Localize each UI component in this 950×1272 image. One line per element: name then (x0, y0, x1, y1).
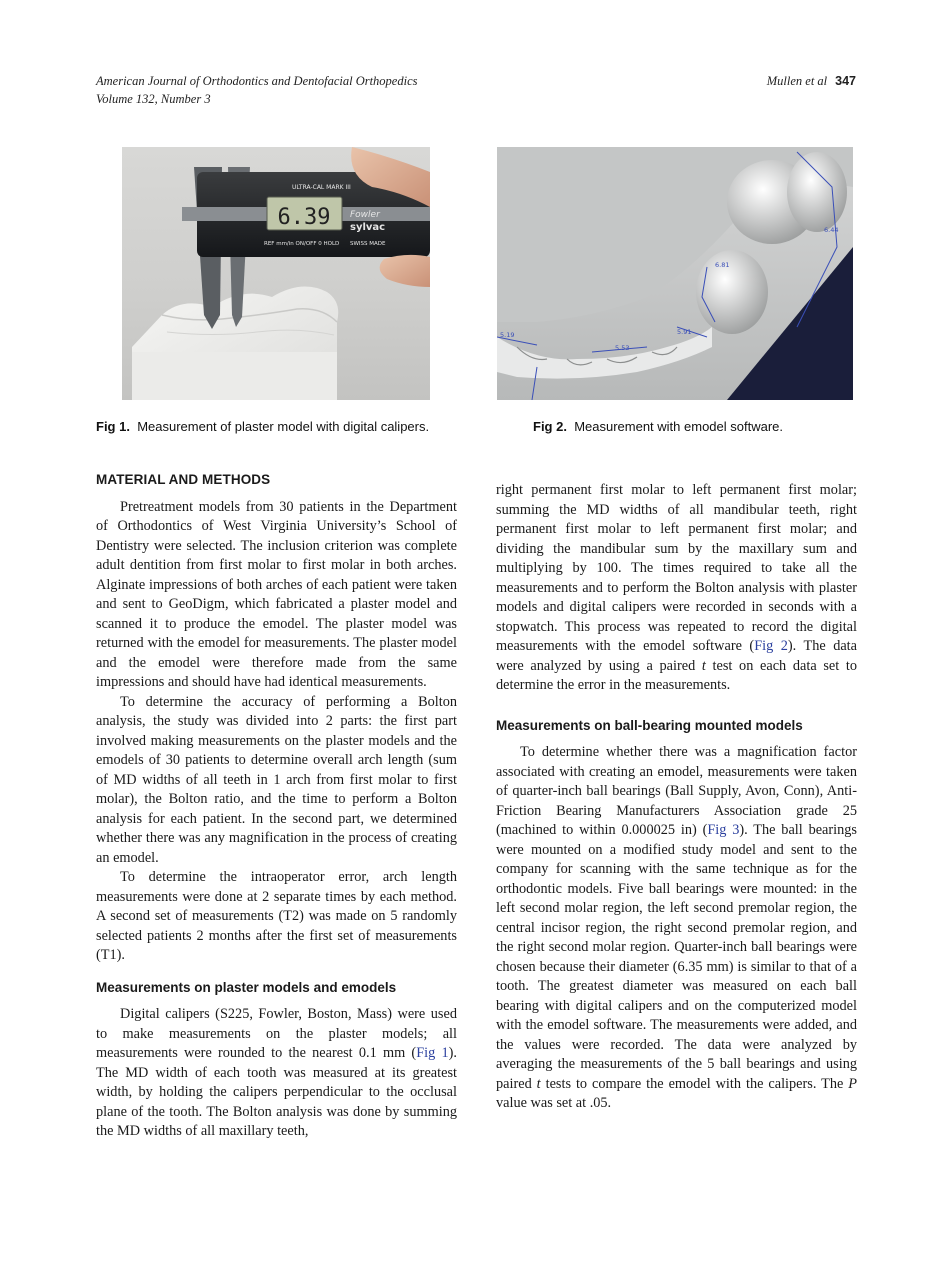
measure-label-4: 5.53 (615, 344, 630, 352)
figure-2-caption-text: Measurement with emodel software. (574, 419, 783, 434)
paragraph-ball-bearing-part-b: ). The ball bearings were mounted on a modified study model and sent to the company for scanning with the same technique as for the orthodontic models. Five ball bearings were mounted: in the left second molar region, the left second premolar region, the central incisor region, the right second premolar region, and the right second molar region. Quarter-inch ball bearings were chosen because their diameter (6.35 mm) is similar to that of a tooth. The greatest diameter was measured on each ball bearing with digital calipers and on the computerized model with the emodel software. The measurements were added, and the values were recorded. The data were analyzed by averaging the measurements of the 5 ball bearings and using paired (496, 822, 857, 1092)
figure-1-image (122, 147, 430, 400)
paragraph-4-part-b: ). The MD width of each tooth was measured at its greatest width, by holding the calipers perpendicular to the occlusal plane of the tooth. The Bolton analysis was done by summing the MD widths of all maxillary teeth, (96, 1045, 457, 1139)
left-column (96, 470, 457, 1142)
paragraph-ball-bearing-part-c: tests to compare the emodel with the calipers. The (540, 1075, 849, 1092)
fig-1-link[interactable]: Fig 1 (416, 1045, 449, 1061)
figure-2-image (497, 147, 853, 400)
figure-2-caption (533, 419, 783, 434)
figure-1-label: Fig 1. (96, 419, 130, 434)
paragraph-4-part-a: Digital calipers (S225, Fowler, Boston, Mass) were used to make measurements on the plaster models; all measurements were rounded to the nearest 0.1 mm ( (96, 1006, 457, 1061)
finger-shape (380, 255, 430, 287)
paragraph-continued (496, 481, 857, 696)
paragraph-4 (96, 1005, 457, 1142)
paragraph-1: Pretreatment models from 30 patients in the Department of Orthodontics of West Virginia University’s School of Dentistry were selected. The inclusion criterion was complete adult dentition from first molar to first molar in both arches. Alginate impressions of both arches of each patient were taken and sent to GeoDigm, which fabricated a plaster model and scanned it to produce the emodel. The plaster model was returned with the emodel for measurements. The plaster model and the emodel were therefore made from the same impressions and should have had identical measurements. (96, 498, 457, 690)
brand-sylvac: sylvac (350, 222, 386, 233)
figure-1-caption-text: Measurement of plaster model with digital calipers. (137, 419, 430, 434)
molar-2 (787, 152, 847, 232)
premolar (696, 250, 768, 334)
section-heading: MATERIAL AND METHODS (96, 472, 271, 487)
lcd-reading: 6.39 (277, 205, 331, 230)
subsection-heading-plaster: Measurements on plaster models and emodels (96, 979, 397, 995)
journal-header (96, 72, 418, 108)
t-test-italic: t (701, 657, 706, 674)
journal-title: American Journal of Orthodontics and Dentofacial Orthopedics (96, 74, 418, 88)
paragraph-3: To determine the intraoperator error, arch length measurements were done at 2 separate times by each method. A second set of measurements (T2) was made on 5 randomly selected patients 2 months after the first set of measurements (T1). (96, 869, 457, 963)
brand-fowler: Fowler (350, 210, 380, 220)
paragraph-continued-part-b: ). The data were analyzed by using a paired (496, 638, 858, 674)
caliper-model-label: ULTRA-CAL MARK III (292, 184, 351, 191)
paragraph-ball-bearing-part-d: value was set at .05. (496, 1095, 612, 1111)
paragraph-ball-bearing (496, 743, 857, 1114)
p-value-italic: P (848, 1075, 857, 1092)
calipers-photo (122, 147, 430, 400)
paragraph-2: To determine the accuracy of performing a Bolton analysis, the study was divided into 2 parts: the first part involved making measurements on the plaster models and the emodels of 30 patients to determine overall arch length (sum of MD widths of all teeth in 1 arch from first molar to first molar), the Bolton ratio, and the time to perform a Bolton analysis for each patient. In the second part, we determined whether there was any magnification in the process of creating an emodel. (96, 693, 457, 866)
fig-2-link[interactable]: Fig 2 (754, 638, 788, 654)
swiss-made-label: SWISS MADE (350, 241, 386, 247)
right-column (496, 481, 857, 1114)
journal-volume: Volume 132, Number 3 (96, 92, 211, 106)
measure-label-1: 6.44 (824, 226, 839, 234)
t-test-italic-2: t (536, 1075, 541, 1092)
fig-3-link[interactable]: Fig 3 (707, 822, 740, 838)
page-header-right (767, 72, 856, 90)
figure-2-label: Fig 2. (533, 419, 567, 434)
measure-label-3: 5.91 (677, 328, 692, 336)
measure-label-5: 5.19 (500, 331, 515, 339)
emodel-render (497, 147, 853, 400)
author-running-head: Mullen et al (766, 74, 828, 88)
paragraph-continued-part-c: test on each data set to determine the error in the measurements. (496, 657, 857, 693)
figure-1-caption (96, 419, 429, 434)
subsection-heading-ball-bearing: Measurements on ball-bearing mounted models (496, 717, 803, 733)
measure-label-2: 6.81 (715, 261, 730, 269)
page-number: 347 (835, 74, 856, 88)
paragraph-continued-part-a: right permanent first molar to left permanent first molar; summing the MD widths of all mandibular teeth, right permanent first molar to left permanent first molar; and dividing the mandibular sum by the maxillary sum and multiplying by 100. The times required to take all the measurements and to perform the Bolton analysis with plaster models and digital calipers were recorded in seconds with a stopwatch. This process was repeated to record the digital measurements with the emodel software ( (496, 482, 857, 654)
paragraph-ball-bearing-part-a: To determine whether there was a magnification factor associated with creating an emodel, measurements were taken of quarter-inch ball bearings (Ball Supply, Avon, Conn), Anti-Friction Bearing Manufacturers Association grade 25 (machined to within 0.000025 in) ( (496, 744, 857, 838)
caliper-buttons-label: REF mm/in ON/OFF 0 HOLD (264, 241, 340, 247)
